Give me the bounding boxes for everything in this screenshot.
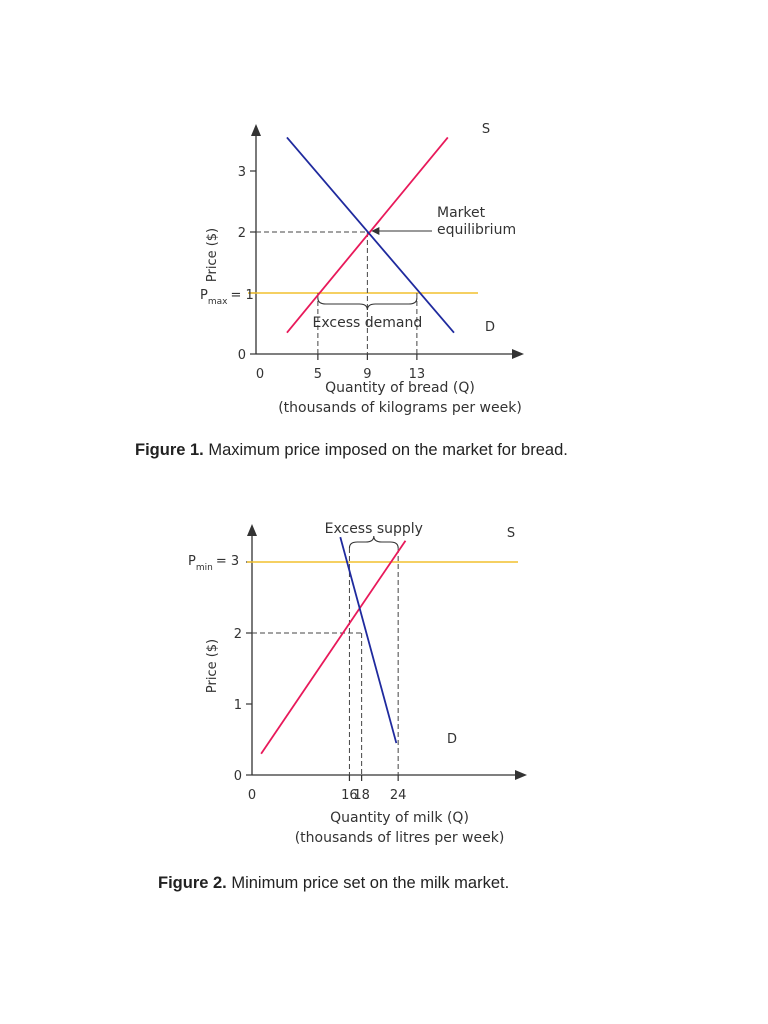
figure-2-caption-text: Minimum price set on the milk market. [226,874,510,892]
figure-1-caption [135,441,568,460]
fig2-x-axis-arrow [515,770,527,780]
fig1-x-axis-title: Quantity of bread (Q) [325,380,475,396]
figure-2-caption [158,874,509,893]
fig1-x-tick-label: 9 [363,367,372,382]
fig2-gap-brace [349,536,398,548]
fig1-y-tick-label: 3 [237,165,246,180]
fig2-demand-label: D [446,732,458,747]
fig2-x-axis-subtitle: (thousands of litres per week) [294,830,505,846]
fig1-x-tick-label: 5 [313,367,323,382]
fig1-x-tick-label: 13 [408,367,426,382]
fig1-gap-label: Excess demand [312,315,423,331]
figure-2-caption-label: Figure 2. [158,874,227,892]
fig2-supply-label: S [506,526,516,541]
fig2-supply-curve [261,541,405,754]
fig2-x-tick-label: 16 [341,788,358,803]
fig1-supply-label: S [481,122,491,137]
fig2-y-tick-label: 0 [233,769,242,784]
fig1-demand-label: D [484,320,496,335]
fig2-x-axis-title: Quantity of milk (Q) [330,810,469,826]
fig1-y-axis-title: Price ($) [205,227,220,283]
fig1-x-axis-arrow [512,349,524,359]
fig1-x-axis-subtitle: (thousands of kilograms per week) [278,400,522,416]
figure-1-caption-label: Figure 1. [135,441,204,459]
fig2-y-tick-label: 2 [233,627,242,642]
fig2-y-axis-arrow [247,524,257,536]
fig1-equilibrium-label-1: Market [437,205,486,221]
fig2-y-tick-label: 1 [233,698,242,713]
fig1-y-axis-arrow [251,124,261,136]
fig1-y-tick-label: 0 [237,348,246,363]
fig1-price-control-label: $P_{max} = 1$ [200,288,254,307]
fig2-x-tick-label: 18 [353,788,370,803]
fig2-x-tick-label: 24 [389,788,407,803]
fig1-equilibrium-label-2: equilibrium [437,222,517,238]
fig1-y-tick-label: 2 [237,226,246,241]
fig2-y-axis-title: Price ($) [205,638,220,694]
figure-1-caption-text: Maximum price imposed on the market for bread. [203,441,568,459]
fig2-gap-label: Excess supply [324,521,423,537]
fig1-x-tick-label: 0 [255,367,265,382]
fig2-price-control-label: $P_{min} = 3$ [188,554,240,573]
fig2-x-tick-label: 0 [247,788,257,803]
